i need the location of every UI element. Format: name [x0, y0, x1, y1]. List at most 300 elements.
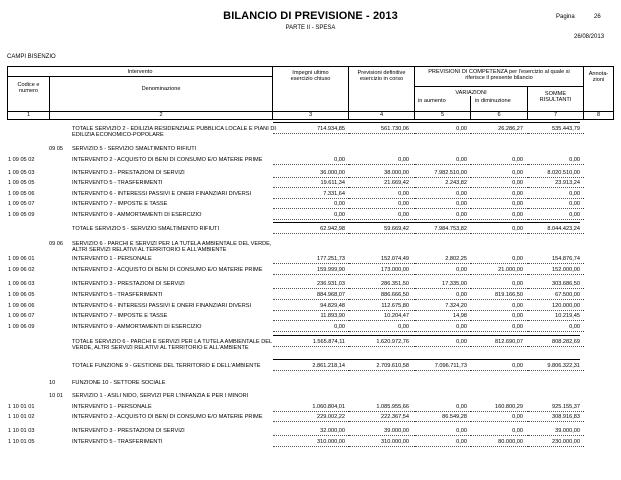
row-description: INTERVENTO 2 - ACQUISTO DI BENI DI CONSUMO E/O MATERIE PRIME: [72, 267, 263, 273]
row-value: 0,00: [569, 201, 580, 207]
row-code: 09 05: [49, 146, 63, 152]
row-value: 59.669,42: [384, 226, 409, 232]
row-value: 0,00: [512, 256, 523, 262]
header-competenza: [414, 66, 584, 87]
value-cell: [273, 370, 349, 371]
row-code: 1 10 01 01: [8, 404, 35, 410]
row-value: 0,00: [569, 324, 580, 330]
value-cell: [471, 133, 528, 134]
row-value: 0,00: [398, 201, 409, 207]
value-cell: [471, 299, 528, 300]
header-in-diminuzione: in diminuzione: [475, 98, 511, 104]
value-cell: [273, 331, 349, 332]
row-code: 1 09 06 09: [8, 324, 35, 330]
value-cell: [415, 164, 471, 165]
row-code: 1 09 06 01: [8, 256, 35, 262]
row-description: TOTALE SERVIZIO 2 - EDILIZIA RESIDENZIALE PUBBLICA LOCALE E PIANI DI EDILIZIA ECONOMICO-POPOLARE: [72, 126, 276, 139]
row-code: 1 09 05 02: [8, 157, 35, 163]
value-cell: [349, 310, 415, 311]
row-value: 0,00: [512, 226, 523, 232]
value-cell: [415, 331, 471, 332]
value-cell: [528, 274, 584, 275]
row-value: 39.000,00: [384, 428, 409, 434]
row-value: 177.251,73: [317, 256, 345, 262]
value-cell: [415, 263, 471, 264]
row-value: 229.002,22: [317, 414, 345, 420]
row-value: 2.802,25: [445, 256, 467, 262]
row-code: 1 10 01 05: [8, 439, 35, 445]
value-cell: [415, 320, 471, 321]
value-cell: [349, 219, 415, 220]
value-cell: [471, 177, 528, 178]
total-rule: [273, 122, 580, 123]
row-value: 0,00: [456, 292, 467, 298]
value-cell: [349, 331, 415, 332]
row-code: 1 09 05 05: [8, 180, 35, 186]
value-cell: [471, 208, 528, 209]
row-value: 310.000,00: [381, 439, 409, 445]
row-description: INTERVENTO 6 - INTERESSI PASSIVI E ONERI FINANZIARI DIVERSI: [72, 191, 252, 197]
row-value: 714.934,85: [317, 126, 345, 132]
row-value: 222.367,54: [381, 414, 409, 420]
row-value: 39.000,00: [555, 428, 580, 434]
row-value: 159.999,90: [317, 267, 345, 273]
report-subtitle: PARTE II - SPESA: [285, 25, 336, 31]
row-value: 94.829,48: [320, 303, 345, 309]
colnum-4: 4: [379, 112, 384, 118]
row-value: 0,00: [512, 157, 523, 163]
row-description: TOTALE FUNZIONE 9 - GESTIONE DEL TERRITORIO E DELL'AMBIENTE: [72, 363, 261, 369]
row-code: 10 01: [49, 393, 63, 399]
page-label: Pagina: [556, 14, 575, 20]
colnum-1: 1: [26, 112, 31, 118]
row-description: INTERVENTO 7 - IMPOSTE E TASSE: [72, 201, 168, 207]
row-value: 0,00: [456, 404, 467, 410]
value-cell: [349, 187, 415, 188]
value-cell: [273, 310, 349, 311]
row-code: 10: [49, 380, 56, 386]
row-value: 0,00: [512, 170, 523, 176]
value-cell: [528, 346, 584, 347]
colnum-6: 6: [497, 112, 501, 118]
value-cell: [528, 421, 584, 422]
row-value: 0,00: [512, 324, 523, 330]
row-value: 0,00: [512, 428, 523, 434]
row-value: 0,00: [456, 428, 467, 434]
value-cell: [273, 346, 349, 347]
value-cell: [273, 133, 349, 134]
row-value: 21.000,00: [498, 267, 523, 273]
value-cell: [528, 288, 584, 289]
header-variazioni: VARIAZIONI: [455, 90, 487, 96]
row-value: 0,00: [512, 303, 523, 309]
value-cell: [528, 177, 584, 178]
value-cell: [528, 320, 584, 321]
value-cell: [471, 370, 528, 371]
entity-name: CAMPI BISENZIO: [7, 54, 56, 60]
header-previsioni: [348, 66, 415, 112]
value-cell: [415, 187, 471, 188]
row-code: 1 09 05 03: [8, 170, 35, 176]
colnum-cell: [49, 111, 273, 120]
row-value: 812.690,07: [495, 339, 523, 345]
value-cell: [273, 263, 349, 264]
row-description: INTERVENTO 3 - PRESTAZIONI DI SERVIZI: [72, 428, 185, 434]
row-value: 10.219,45: [555, 313, 580, 319]
total-rule: [273, 222, 580, 223]
value-cell: [415, 274, 471, 275]
row-value: 561.730,06: [381, 126, 409, 132]
value-cell: [415, 310, 471, 311]
row-value: 152.000,00: [552, 267, 580, 273]
value-cell: [415, 421, 471, 422]
value-cell: [528, 310, 584, 311]
value-cell: [471, 164, 528, 165]
row-description: INTERVENTO 2 - ACQUISTO DI BENI DI CONSUMO E/O MATERIE PRIME: [72, 157, 263, 163]
value-cell: [528, 411, 584, 412]
row-value: 7.331,64: [323, 191, 345, 197]
value-cell: [415, 177, 471, 178]
row-description: INTERVENTO 3 - PRESTAZIONI DI SERVIZI: [72, 170, 185, 176]
value-cell: [273, 421, 349, 422]
value-cell: [415, 435, 471, 436]
row-value: 67.500,00: [555, 292, 580, 298]
row-value: 0,00: [512, 180, 523, 186]
row-description: INTERVENTO 6 - INTERESSI PASSIVI E ONERI FINANZIARI DIVERSI: [72, 303, 252, 309]
row-code: 1 10 01 03: [8, 428, 35, 434]
row-value: 120.000,00: [552, 303, 580, 309]
row-value: 286.351,50: [381, 281, 409, 287]
colnum-cell: [7, 111, 50, 120]
value-cell: [528, 133, 584, 134]
row-value: 14,98: [453, 313, 467, 319]
row-value: 310.000,00: [317, 439, 345, 445]
row-value: 36.000,00: [320, 170, 345, 176]
value-cell: [415, 411, 471, 412]
row-value: 152.074,49: [381, 256, 409, 262]
colnum-8: 8: [596, 112, 601, 118]
total-rule: [273, 335, 580, 336]
row-description: SERVIZIO 1 - ASILI NIDO, SERVIZI PER L'INFANZIA E PER I MINORI: [72, 393, 249, 399]
value-cell: [349, 411, 415, 412]
row-description: INTERVENTO 3 - PRESTAZIONI DI SERVIZI: [72, 281, 185, 287]
row-value: 0,00: [456, 157, 467, 163]
row-value: 0,00: [512, 191, 523, 197]
row-value: 0,00: [456, 212, 467, 218]
variazioni-divider: [470, 96, 471, 112]
row-value: 1.565.874,11: [312, 339, 345, 345]
row-code: 1 10 01 02: [8, 414, 35, 420]
row-value: 0,00: [569, 191, 580, 197]
header-codice: [7, 76, 50, 112]
row-value: 154.876,74: [552, 256, 580, 262]
header-denominazione-label: Denominazione: [141, 86, 181, 92]
row-value: 0,00: [512, 281, 523, 287]
row-description: INTERVENTO 1 - PERSONALE: [72, 256, 152, 262]
header-somme: [527, 86, 584, 112]
value-cell: [273, 411, 349, 412]
value-cell: [415, 219, 471, 220]
row-code: 1 09 05 09: [8, 212, 35, 218]
row-value: 0,00: [512, 414, 523, 420]
value-cell: [273, 288, 349, 289]
header-annotazioni: [583, 66, 614, 112]
value-cell: [415, 208, 471, 209]
row-value: 8.044.423,24: [547, 226, 580, 232]
value-cell: [471, 274, 528, 275]
value-cell: [415, 370, 471, 371]
row-value: 0,00: [569, 212, 580, 218]
row-value: 21.669,42: [384, 180, 409, 186]
row-code: 1 09 06 03: [8, 281, 35, 287]
value-cell: [415, 133, 471, 134]
header-impegni-label: Impegni ultimo esercizio chiuso: [290, 70, 331, 83]
row-value: 535.443,79: [552, 126, 580, 132]
row-code: 1 09 05 07: [8, 201, 35, 207]
value-cell: [528, 164, 584, 165]
value-cell: [471, 435, 528, 436]
row-value: 38.000,00: [384, 170, 409, 176]
header-impegni: [272, 66, 349, 112]
value-cell: [273, 274, 349, 275]
row-value: 1.060.804,01: [312, 404, 345, 410]
row-code: 09 06: [49, 241, 63, 247]
row-value: 0,00: [456, 339, 467, 345]
value-cell: [471, 187, 528, 188]
row-description: INTERVENTO 5 - TRASFERIMENTI: [72, 180, 163, 186]
row-description: TOTALE SERVIZIO 6 - PARCHI E SERVIZI PER LA TUTELA AMBIENTALE DEL VERDE, ALTRI SERVIZI RELATIVI AL TERRITORIO E ALL'AMBIENTE: [72, 339, 272, 352]
colnum-cell: [583, 111, 614, 120]
value-cell: [471, 233, 528, 234]
colnum-3: 3: [308, 112, 313, 118]
row-value: 9.806.322,31: [547, 363, 580, 369]
value-cell: [471, 263, 528, 264]
value-cell: [273, 219, 349, 220]
row-value: 2.243,82: [445, 180, 467, 186]
value-cell: [471, 288, 528, 289]
value-cell: [273, 233, 349, 234]
row-value: 0,00: [456, 439, 467, 445]
value-cell: [349, 274, 415, 275]
row-value: 0,00: [398, 157, 409, 163]
row-value: 884.968,07: [317, 292, 345, 298]
value-cell: [349, 233, 415, 234]
row-value: 19.611,34: [320, 180, 345, 186]
row-value: 819.166,50: [495, 292, 523, 298]
row-value: 160.800,29: [495, 404, 523, 410]
value-cell: [349, 288, 415, 289]
row-code: 1 09 06 05: [8, 292, 35, 298]
value-cell: [528, 370, 584, 371]
row-description: SERVIZIO 6 - PARCHI E SERVIZI PER LA TUTELA AMBIENTALE DEL VERDE, ALTRI SERVIZI RELATIVI AL TERRITORIO E ALL'AMBIENTE: [72, 241, 272, 254]
value-cell: [349, 198, 415, 199]
value-cell: [471, 198, 528, 199]
value-cell: [273, 198, 349, 199]
value-cell: [273, 299, 349, 300]
header-somme-label: SOMME RISULTANTI: [539, 91, 572, 104]
row-code: 1 09 06 02: [8, 267, 35, 273]
value-cell: [273, 208, 349, 209]
row-value: 17.335,00: [442, 281, 467, 287]
header-codice-label: Codice e numero: [17, 82, 40, 95]
row-value: 7.324,20: [445, 303, 467, 309]
value-cell: [528, 198, 584, 199]
value-cell: [528, 233, 584, 234]
value-cell: [349, 164, 415, 165]
row-value: 0,00: [512, 313, 523, 319]
row-value: 230.000,00: [552, 439, 580, 445]
header-in-aumento: in aumento: [418, 98, 446, 104]
colnum-cell: [414, 111, 471, 120]
value-cell: [528, 263, 584, 264]
header-intervento-label: Intervento: [127, 69, 153, 75]
value-cell: [528, 446, 584, 447]
row-value: 0,00: [512, 212, 523, 218]
value-cell: [273, 320, 349, 321]
row-value: 0,00: [398, 191, 409, 197]
value-cell: [471, 320, 528, 321]
row-description: TOTALE SERVIZIO 5 - SERVIZIO SMALTIMENTO RIFIUTI: [72, 226, 220, 232]
row-value: 2.709.610,58: [376, 363, 409, 369]
value-cell: [528, 435, 584, 436]
value-cell: [349, 263, 415, 264]
colnum-5: 5: [440, 112, 445, 118]
value-cell: [273, 446, 349, 447]
value-cell: [528, 331, 584, 332]
row-value: 308.916,83: [552, 414, 580, 420]
row-value: 0,00: [334, 212, 345, 218]
header-competenza-label: PREVISIONI DI COMPETENZA per l'esercizio al quale si riferisce il presente bilancio: [428, 69, 570, 82]
row-value: 0,00: [512, 201, 523, 207]
value-cell: [528, 187, 584, 188]
colnum-cell: [272, 111, 349, 120]
row-value: 0,00: [456, 201, 467, 207]
row-description: INTERVENTO 7 - IMPOSTE E TASSE: [72, 313, 168, 319]
row-value: 0,00: [334, 157, 345, 163]
row-value: 2.861.218,14: [312, 363, 345, 369]
row-value: 808.282,69: [552, 339, 580, 345]
row-description: INTERVENTO 1 - PERSONALE: [72, 404, 152, 410]
value-cell: [273, 435, 349, 436]
colnum-7: 7: [553, 112, 558, 118]
value-cell: [471, 346, 528, 347]
row-value: 26.286,27: [498, 126, 523, 132]
value-cell: [415, 198, 471, 199]
value-cell: [273, 177, 349, 178]
row-value: 0,00: [456, 267, 467, 273]
row-description: INTERVENTO 2 - ACQUISTO DI BENI DI CONSUMO E/O MATERIE PRIME: [72, 414, 263, 420]
row-value: 0,00: [334, 324, 345, 330]
row-value: 0,00: [456, 324, 467, 330]
value-cell: [528, 208, 584, 209]
header-denominazione: [49, 76, 273, 112]
row-code: 1 09 06 06: [8, 303, 35, 309]
value-cell: [273, 187, 349, 188]
row-value: 62.942,98: [320, 226, 345, 232]
row-value: 886.666,50: [381, 292, 409, 298]
value-cell: [273, 164, 349, 165]
row-description: INTERVENTO 9 - AMMORTAMENTI DI ESERCIZIO: [72, 324, 202, 330]
report-date: 26/08/2013: [574, 34, 605, 40]
row-value: 112.675,80: [381, 303, 409, 309]
row-value: 303.686,50: [552, 281, 580, 287]
row-value: 7.096.711,73: [434, 363, 467, 369]
row-value: 11.893,90: [320, 313, 345, 319]
row-value: 0,00: [398, 212, 409, 218]
colnum-cell: [527, 111, 584, 120]
report-title: BILANCIO DI PREVISIONE - 2013: [223, 10, 398, 22]
header-annotazioni-label: Annota- zioni: [588, 71, 609, 84]
colnum-cell: [348, 111, 415, 120]
value-cell: [349, 446, 415, 447]
value-cell: [349, 133, 415, 134]
header-previsioni-label: Previsioni definitive esercizio in corso: [357, 70, 406, 83]
row-value: 0,00: [569, 157, 580, 163]
value-cell: [349, 421, 415, 422]
row-code: 1 09 05 06: [8, 191, 35, 197]
value-cell: [471, 411, 528, 412]
row-value: 0,00: [512, 363, 523, 369]
row-value: 0,00: [456, 191, 467, 197]
value-cell: [349, 299, 415, 300]
colnum-2: 2: [159, 112, 163, 118]
row-value: 86.549,28: [442, 414, 467, 420]
row-description: SERVIZIO 5 - SERVIZIO SMALTIMENTO RIFIUTI: [72, 146, 197, 152]
value-cell: [415, 446, 471, 447]
row-value: 80.000,00: [498, 439, 523, 445]
value-cell: [471, 446, 528, 447]
row-value: 10.204,47: [384, 313, 409, 319]
colnum-cell: [470, 111, 528, 120]
row-description: INTERVENTO 5 - TRASFERIMENTI: [72, 439, 163, 445]
value-cell: [471, 421, 528, 422]
row-value: 925.155,37: [552, 404, 580, 410]
value-cell: [528, 219, 584, 220]
value-cell: [415, 346, 471, 347]
row-value: 0,00: [398, 324, 409, 330]
value-cell: [415, 299, 471, 300]
total-rule: [273, 359, 580, 360]
row-value: 236.931,03: [317, 281, 345, 287]
value-cell: [471, 219, 528, 220]
page-number: 26: [594, 14, 601, 20]
row-value: 7.984.753,82: [434, 226, 467, 232]
row-description: FUNZIONE 10 - SETTORE SOCIALE: [72, 380, 166, 386]
value-cell: [349, 320, 415, 321]
value-cell: [349, 435, 415, 436]
value-cell: [349, 177, 415, 178]
row-value: 23.913,24: [555, 180, 580, 186]
row-value: 173.000,00: [381, 267, 409, 273]
row-value: 7.982.510,00: [434, 170, 467, 176]
value-cell: [471, 310, 528, 311]
row-value: 32.000,00: [320, 428, 345, 434]
row-description: INTERVENTO 9 - AMMORTAMENTI DI ESERCIZIO: [72, 212, 202, 218]
value-cell: [415, 233, 471, 234]
row-value: 0,00: [334, 201, 345, 207]
value-cell: [349, 208, 415, 209]
row-value: 8.020.510,00: [547, 170, 580, 176]
row-code: 1 09 06 07: [8, 313, 35, 319]
row-value: 1.620.972,76: [376, 339, 409, 345]
value-cell: [349, 346, 415, 347]
row-description: INTERVENTO 5 - TRASFERIMENTI: [72, 292, 163, 298]
value-cell: [415, 288, 471, 289]
value-cell: [528, 299, 584, 300]
row-value: 0,00: [456, 126, 467, 132]
row-value: 1.085.955,66: [376, 404, 409, 410]
value-cell: [471, 331, 528, 332]
